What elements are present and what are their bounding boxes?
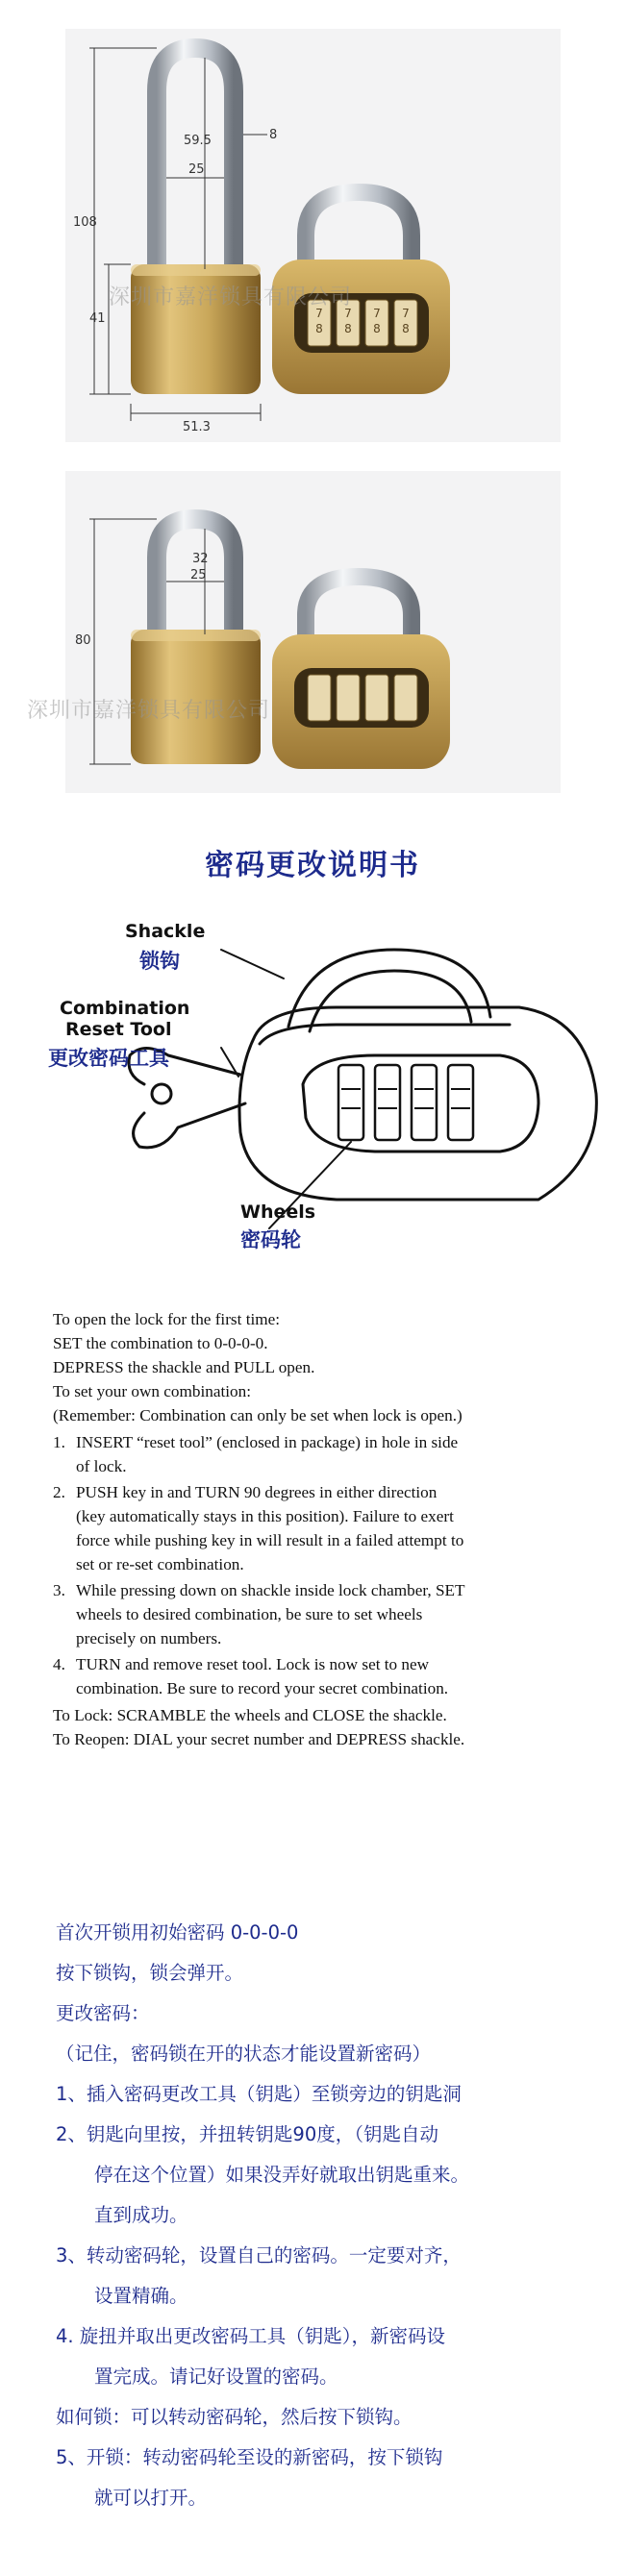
en-step-number: 3.: [53, 1581, 65, 1599]
en-step-line: While pressing down on shackle inside lock chamber, SET: [76, 1581, 465, 1599]
english-instructions: [53, 1307, 572, 1751]
en-step-number: 4.: [53, 1655, 65, 1673]
cn-line: 就可以打开。: [94, 2487, 208, 2509]
en-intro-line: To set your own combination:: [53, 1382, 251, 1400]
en-step-line: wheels to desired combination, be sure to set wheels: [76, 1605, 423, 1623]
en-step-line: combination. Be sure to record your secret combination.: [76, 1679, 449, 1697]
watermark: 深圳市嘉洋锁具有限公司: [109, 285, 353, 310]
svg-text:7: 7: [344, 307, 352, 320]
dim-shackle-inner-width: 25: [190, 568, 207, 582]
cn-line: 5、开锁：转动密码轮至设的新密码，按下锁钩: [56, 2446, 443, 2468]
cn-line: （记住，密码锁在开的状态才能设置新密码）: [56, 2043, 432, 2065]
label-tool-cn: 更改密码工具: [48, 1047, 169, 1070]
label-shackle-en: Shackle: [125, 921, 206, 942]
svg-text:8: 8: [315, 322, 323, 335]
dim-body-height: 41: [89, 311, 106, 326]
cn-line: 置完成。请记好设置的密码。: [94, 2365, 338, 2388]
watermark: 深圳市嘉洋锁具有限公司: [27, 699, 271, 723]
dim-body-width: 51.3: [183, 420, 211, 434]
en-step-line: precisely on numbers.: [76, 1629, 222, 1647]
dim-shackle-diameter: 8: [269, 128, 278, 142]
en-step-number: 2.: [53, 1483, 65, 1501]
cn-line: 1、插入密码更改工具（钥匙）至锁旁边的钥匙洞: [56, 2083, 462, 2105]
svg-text:8: 8: [402, 322, 410, 335]
label-shackle-cn: 锁钩: [139, 950, 180, 973]
en-outro-line: To Reopen: DIAL your secret number and DEPRESS shackle.: [53, 1730, 465, 1748]
en-step: [53, 1652, 572, 1700]
en-intro-line: DEPRESS the shackle and PULL open.: [53, 1358, 315, 1376]
manual-title: 密码更改说明书: [205, 849, 420, 882]
en-step-line: set or re-set combination.: [76, 1555, 244, 1573]
dim-total-height: 80: [75, 633, 91, 648]
cn-line: 设置精确。: [94, 2285, 188, 2307]
label-wheels-cn: 密码轮: [240, 1228, 301, 1251]
chinese-instructions: [56, 1913, 613, 2518]
dim-shackle-height: 32: [192, 552, 209, 566]
en-step-line: (key automatically stays in this position). Failure to exert: [76, 1507, 454, 1525]
lock-diagram: [48, 911, 606, 1257]
en-step-line: TURN and remove reset tool. Lock is now set to new: [76, 1655, 430, 1673]
en-step-line: PUSH key in and TURN 90 degrees in either direction: [76, 1483, 438, 1501]
en-steps-list: [53, 1430, 572, 1700]
cn-line: 停在这个位置）如果没弄好就取出钥匙重来。: [94, 2164, 470, 2186]
dim-shackle-height: 59.5: [184, 134, 212, 148]
cn-line: 4. 旋扭并取出更改密码工具（钥匙），新密码设: [56, 2325, 446, 2347]
svg-text:8: 8: [344, 322, 352, 335]
cn-line: 按下锁钩，锁会弹开。: [56, 1962, 244, 1984]
svg-text:7: 7: [315, 307, 323, 320]
en-step-line: of lock.: [76, 1457, 127, 1475]
cn-line: 更改密码：: [56, 2002, 150, 2024]
cn-line: 2、钥匙向里按，并扭转钥匙90度，（钥匙自动: [56, 2123, 438, 2145]
en-step-line: INSERT “reset tool” (enclosed in package) in hole in side: [76, 1433, 459, 1451]
en-step: [53, 1430, 572, 1478]
en-outro-line: To Lock: SCRAMBLE the wheels and CLOSE the shackle.: [53, 1706, 447, 1724]
svg-text:8: 8: [373, 322, 381, 335]
cn-line: 如何锁：可以转动密码轮，然后按下锁钩。: [56, 2406, 412, 2428]
en-intro-line: (Remember: Combination can only be set when lock is open.): [53, 1406, 462, 1424]
dim-total-height: 108: [73, 215, 97, 230]
product-photo-short-shackle: [27, 471, 561, 793]
padlock-illustration: [65, 29, 561, 442]
en-step-line: force while pushing key in will result in a failed attempt to: [76, 1531, 464, 1549]
label-tool-en-1: Combination: [60, 998, 190, 1019]
en-step: [53, 1480, 572, 1576]
cn-line: 首次开锁用初始密码 0-0-0-0: [56, 1921, 299, 1944]
svg-text:7: 7: [373, 307, 381, 320]
cn-line: 直到成功。: [94, 2204, 188, 2226]
en-intro-line: SET the combination to 0-0-0-0.: [53, 1334, 268, 1352]
label-wheels-en: Wheels: [240, 1201, 316, 1223]
en-intro-line: To open the lock for the first time:: [53, 1310, 281, 1328]
svg-text:7: 7: [402, 307, 410, 320]
cn-line: 3、转动密码轮，设置自己的密码。一定要对齐，: [56, 2244, 462, 2266]
en-step-number: 1.: [53, 1433, 65, 1451]
label-tool-en-2: Reset Tool: [65, 1019, 172, 1040]
padlock-illustration: [65, 471, 561, 793]
dim-shackle-inner-width: 25: [188, 162, 205, 177]
product-photo-long-shackle: [65, 29, 561, 442]
en-step: [53, 1578, 572, 1650]
